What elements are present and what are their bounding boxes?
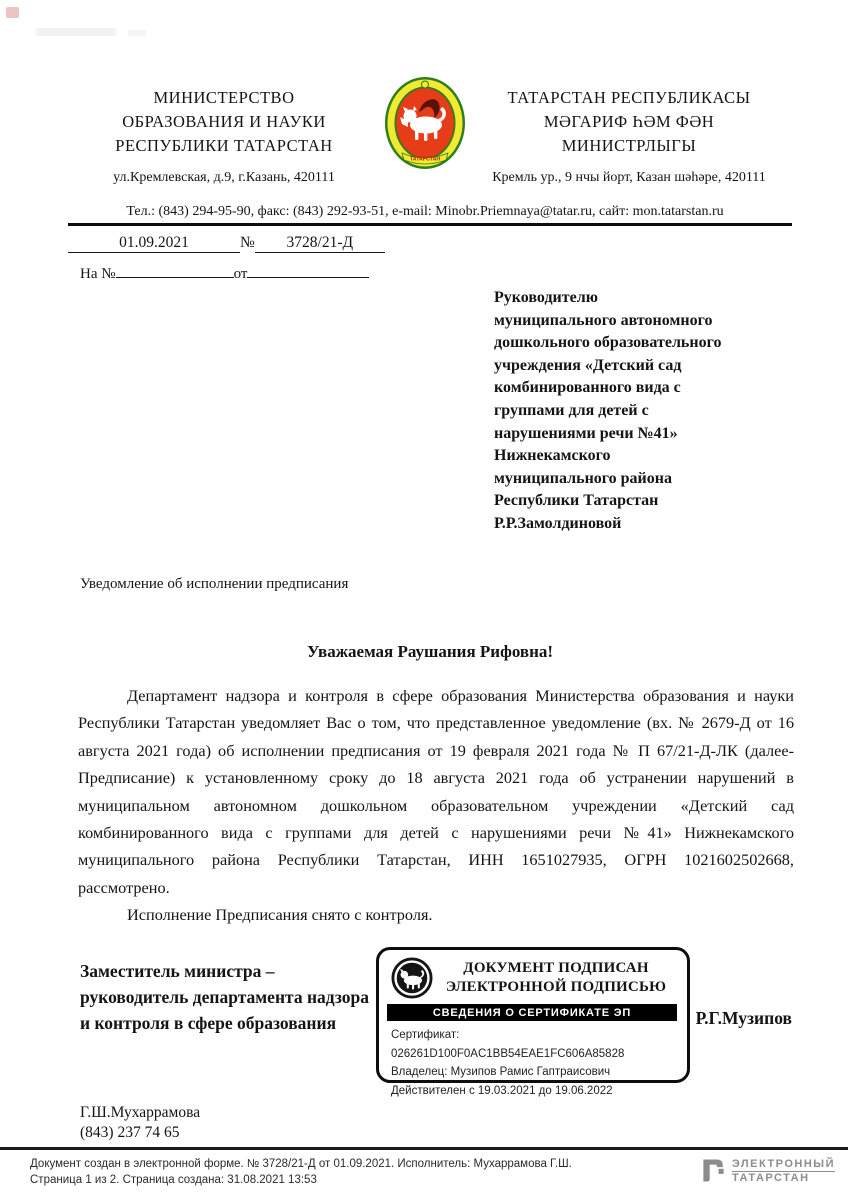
reply-number-blank [116, 277, 234, 278]
contact-line: Тел.: (843) 294-95-90, факс: (843) 292-93-51, e-mail: Minobr.Priemnaya@tatar.ru, сайт: mon.tatarstan.ru [126, 204, 724, 219]
logo-text-line-1: ЭЛЕКТРОННЫЙ [732, 1157, 835, 1170]
ministry-name-ru [70, 86, 378, 158]
number-sign: № [240, 234, 255, 251]
ministry-name-tat [466, 86, 792, 158]
letter-date: 01.09.2021 [68, 234, 240, 253]
ministry-address-tat: Кремль ур., 9 нчы йорт, Казан шәһәре, 420111 [492, 170, 766, 185]
recipient-line: комбинированного вида с [494, 379, 681, 397]
scan-artifact [36, 28, 116, 36]
reply-date-blank [247, 277, 369, 278]
footer-note-line-1: Документ создан в электронной форме. № 3728/21-Д от 01.09.2021. Исполнитель: Мухаррамова Г.Ш. [30, 1158, 572, 1170]
signatory-position-line: Заместитель министра – [80, 961, 275, 981]
stamp-title [433, 959, 679, 997]
footer-note-line-2: Страница 1 из 2. Страница создана: 31.08.2021 13:53 [30, 1173, 317, 1186]
recipient-line: дошкольного образовательного [494, 334, 722, 352]
reply-prefix: На № [80, 266, 116, 282]
electronic-signature-stamp [376, 947, 690, 1097]
logo-text-line-2: ТАТАРСТАН [732, 1171, 810, 1184]
header-divider [68, 223, 792, 226]
recipient-line: муниципального автономного [494, 311, 713, 329]
signatory-name: Р.Г.Музипов [695, 1008, 792, 1028]
ministry-name-ru-line: МИНИСТЕРСТВО [153, 88, 295, 107]
recipient-line: Р.Р.Замолдиновой [494, 514, 622, 532]
electronic-tatarstan-logo [700, 1157, 835, 1184]
recipient-block [494, 287, 799, 536]
recipient-line: группами для детей с [494, 401, 649, 419]
stamp-certificate-owner: Владелец: Музипов Рамис Гаптраисович [391, 1066, 611, 1078]
recipient-line: Руководителю [494, 289, 598, 306]
recipient-line: учреждения «Детский сад [494, 356, 682, 374]
executor-phone: (843) 237 74 65 [80, 1124, 180, 1141]
footer-note [30, 1157, 572, 1188]
ministry-name-tat-line: ТАТАРСТАН РЕСПУБЛИКАСЫ [507, 88, 751, 107]
signatory-position-line: руководитель департамента надзора [80, 987, 370, 1007]
letter-number: 3728/21-Д [255, 234, 385, 253]
body-paragraph-1: Департамент надзора и контроля в сфере образования Министерства образования и науки Республики Татарстан уведомляет Вас о том, что представленное уведомление (вх. № 2679-Д от 16 августа 2021 года) об исполнении предписания от 19 февраля 2021 года № П 67/21-Д-ЛК (далее-Предписание) к установленному сроку до 18 августа 2021 года об устранении нарушений в муниципальном автономном дошкольном образовательном учреждении «Детский сад комбинированного вида с группами для детей с нарушениями речи №41» Нижнекамского муниципального района Республики Татарстан, ИНН 1651027935, ОГРН 1021602502668, рассмотрено. [78, 686, 794, 897]
stamp-certificate-details [379, 1021, 687, 1100]
recipient-line: Республики Татарстан [494, 492, 659, 510]
ministry-address-ru: ул.Кремлевская, д.9, г.Казань, 420111 [113, 170, 335, 185]
stamp-title-line-2: ЭЛЕКТРОННОЙ ПОДПИСЬЮ [445, 979, 667, 995]
letter-body [78, 682, 794, 929]
ministry-name-tat-line: МӘГАРИФ ҺӘМ ФӘН [543, 112, 715, 131]
ministry-name-ru-line: ОБРАЗОВАНИЯ И НАУКИ [122, 112, 326, 131]
ministry-name-tat-line: МИНИСТРЛЫГЫ [561, 136, 697, 155]
emblem-banner-text: ТАТАРСТАН [409, 156, 441, 163]
stamp-header [379, 950, 687, 1001]
reference-row [68, 234, 468, 253]
salutation: Уважаемая Раушания Рифовна! [306, 642, 554, 661]
scan-artifact [128, 30, 146, 36]
executor-contact [80, 1103, 200, 1143]
tatarstan-emblem-mono-icon [391, 957, 433, 999]
stamp-certificate-bar: СВЕДЕНИЯ О СЕРТИФИКАТЕ ЭП [387, 1004, 677, 1021]
executor-name: Г.Ш.Мухаррамова [80, 1104, 201, 1121]
stamp-certificate-validity: Действителен с 19.03.2021 до 19.06.2022 [391, 1084, 613, 1097]
recipient-line: нарушениями речи №41» [494, 424, 678, 442]
stamp-title-line-1: ДОКУМЕНТ ПОДПИСАН [463, 960, 649, 976]
footer-divider [0, 1147, 848, 1150]
tatarstan-coat-of-arms-icon [384, 76, 466, 170]
reply-from-label: от [233, 266, 248, 282]
electronic-tatarstan-logo-text [732, 1158, 835, 1184]
reply-reference-row [80, 266, 480, 283]
body-paragraph-2: Исполнение Предписания снято с контроля. [127, 905, 433, 925]
recipient-line: муниципального района [494, 469, 672, 487]
ministry-name-ru-line: РЕСПУБЛИКИ ТАТАРСТАН [115, 136, 333, 155]
scan-artifact [6, 7, 19, 18]
signatory-position-line: и контроля в сфере образования [80, 1013, 337, 1033]
stamp-certificate-number: Сертификат: 026261D100F0AC1BB54EAE1FC606A85828 [391, 1029, 625, 1060]
signatory-position [80, 958, 425, 1036]
electronic-tatarstan-logo-icon [700, 1157, 727, 1184]
recipient-line: Нижнекамского [494, 447, 611, 465]
subject-line: Уведомление об исполнении предписания [80, 576, 349, 592]
